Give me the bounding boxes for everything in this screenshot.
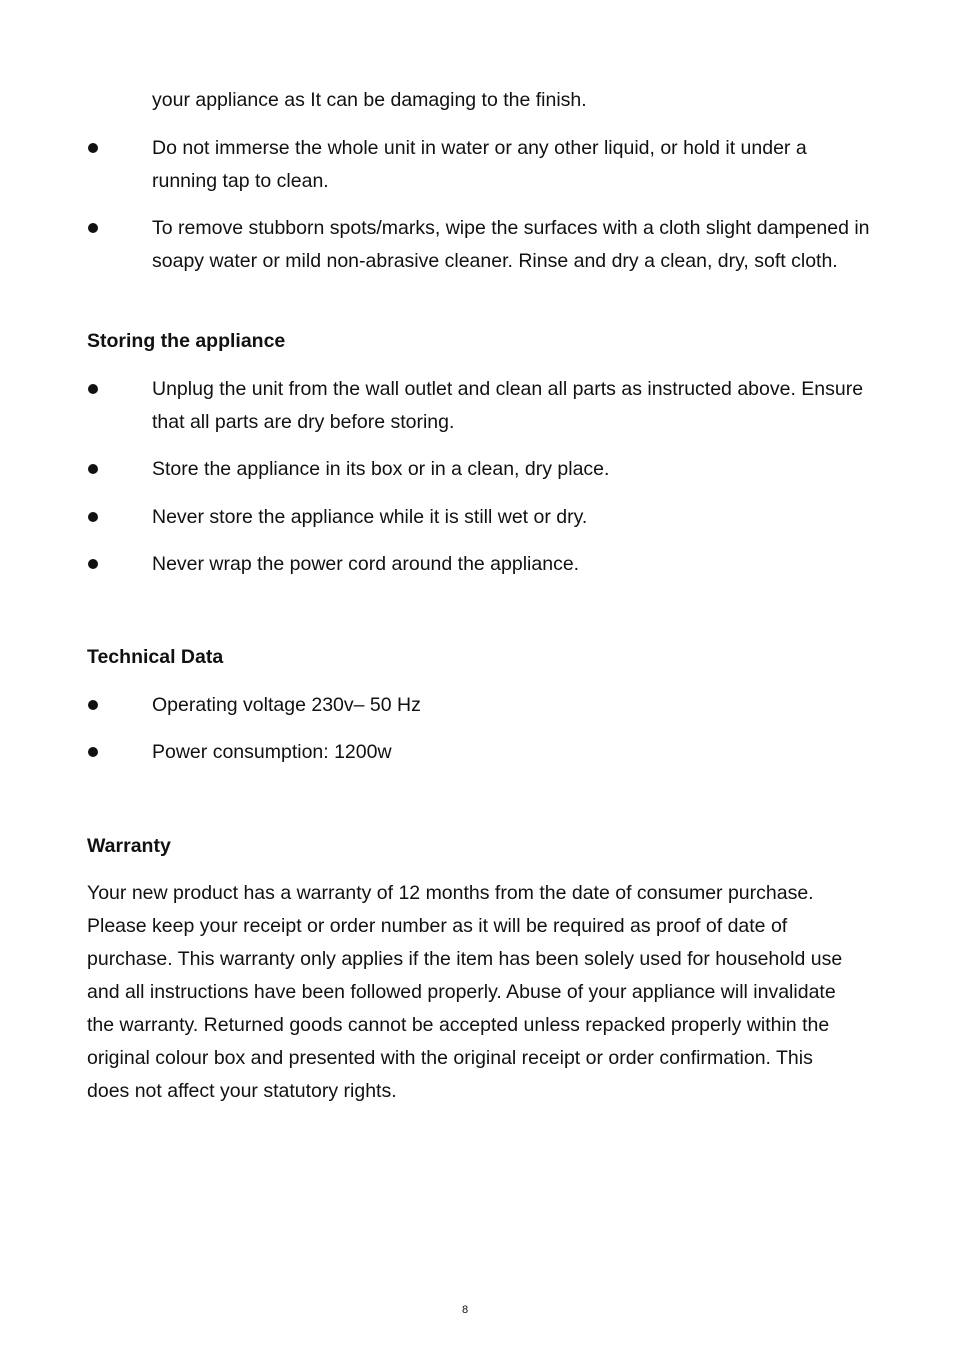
cleaning-continuation-text: your appliance as It can be damaging to the finish. [152,89,587,111]
list-item-text: Power consumption: 1200w [152,741,392,763]
list-item-text: Operating voltage 230v– 50 Hz [152,694,421,716]
page-number: 8 [461,1304,469,1316]
warranty-heading: Warranty [87,835,171,857]
technical-data-heading: Technical Data [87,646,224,668]
storing-heading: Storing the appliance [87,330,286,352]
list-item-text: To remove stubborn spots/marks, wipe the surfaces with a cloth slight dampened in soapy water or mild non-abrasive cleaner. Rinse and dry a clean, dry, soft cloth. [152,217,870,272]
list-item-text: Store the appliance in its box or in a clean, dry place. [152,458,610,480]
list-item-text: Never wrap the power cord around the appliance. [152,553,580,575]
list-item-text: Do not immerse the whole unit in water or any other liquid, or hold it under a running tap to clean. [152,137,807,192]
list-item-text: Never store the appliance while it is still wet or dry. [152,506,588,528]
list-item-text: Unplug the unit from the wall outlet and clean all parts as instructed above. Ensure that all parts are dry before storing. [152,378,864,433]
warranty-paragraph: Your new product has a warranty of 12 months from the date of consumer purchase. Please keep your receipt or order number as it will be required as proof of date of purchase. This warranty only applies if the item has been solely used for household use and all instructions have been followed properly. Abuse of your appliance will invalidate the warranty. Returned goods cannot be accepted unless repacked properly within the original colour box and presented with the original receipt or order confirmation. This does not affect your statutory rights. [87,882,843,1102]
